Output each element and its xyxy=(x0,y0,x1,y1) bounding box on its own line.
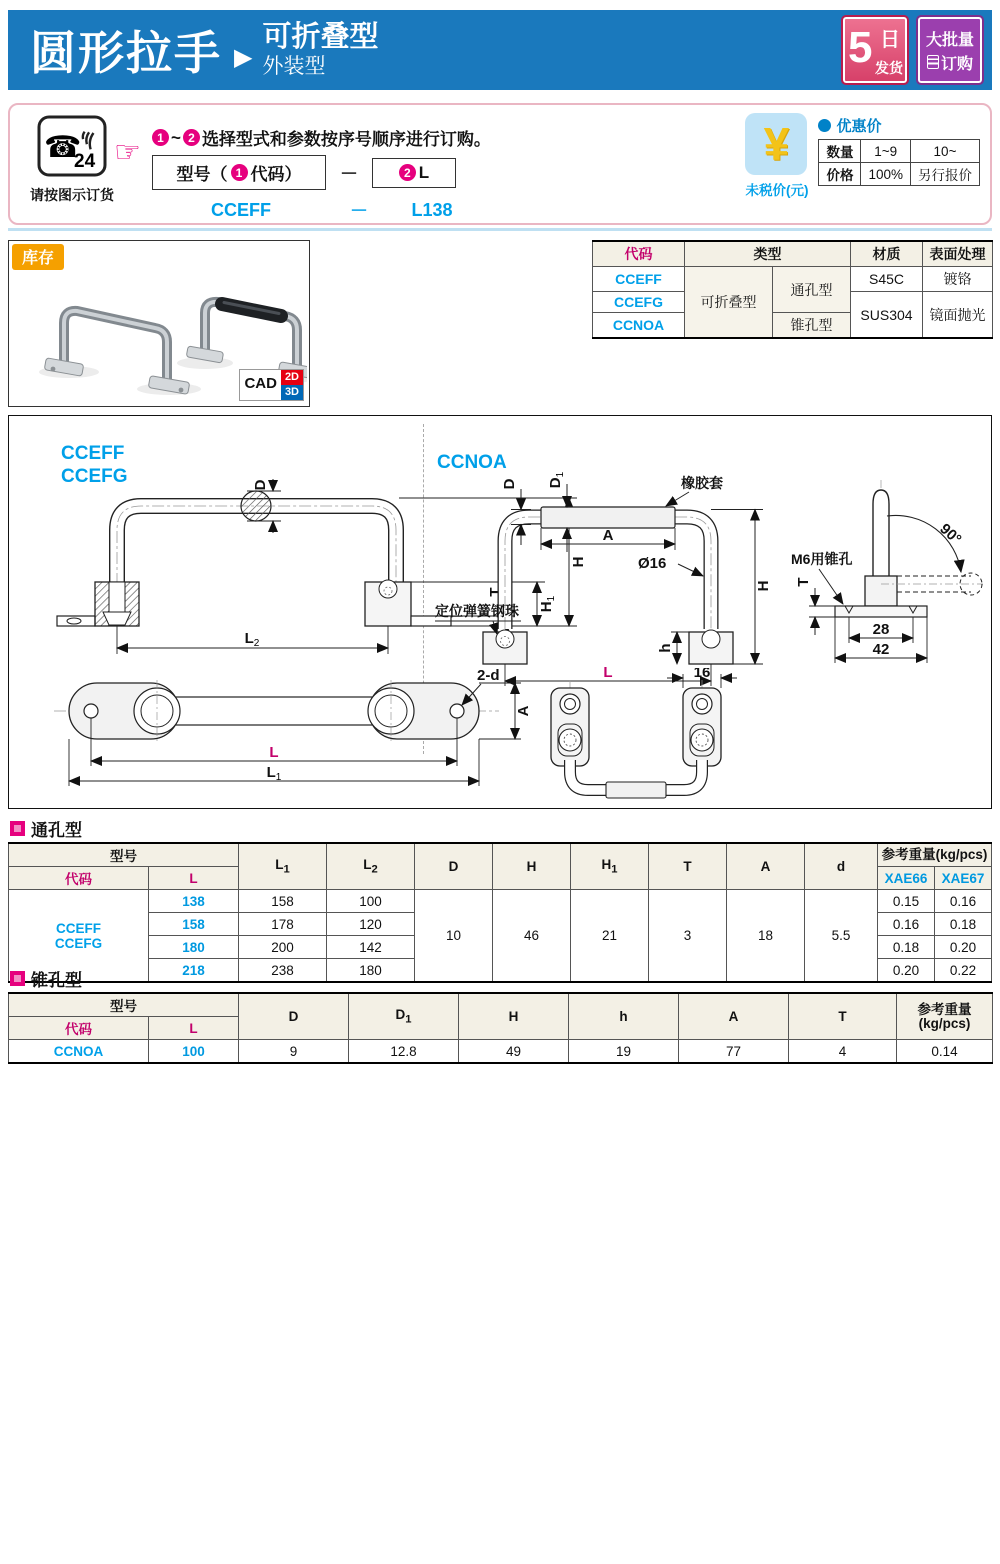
t1-header-weight: 参考重量(kg/pcs) xyxy=(878,843,992,867)
format-box-length xyxy=(372,158,456,188)
t1-L-1: 158 xyxy=(149,913,239,936)
dim-28: 28 xyxy=(872,621,890,638)
dim-42: 42 xyxy=(872,641,890,658)
spec-taper-type: 锥孔型 xyxy=(773,313,851,339)
t2-header-D: D xyxy=(239,993,349,1040)
handle-plain xyxy=(44,311,189,394)
cad-badge[interactable] xyxy=(239,369,304,401)
phone-caption: 请按图示订货 xyxy=(30,187,114,203)
format-L: L xyxy=(418,162,430,182)
t1-L2-2: 142 xyxy=(327,936,415,959)
spec-material-sus304: SUS304 xyxy=(851,292,923,339)
tilde: ~ xyxy=(171,127,181,147)
t1-header-L2: $L_2$ xyxy=(327,843,415,890)
price-icon-block xyxy=(745,113,808,199)
cad-2d[interactable]: 2D xyxy=(281,370,303,385)
t1-L2-1: 120 xyxy=(327,913,415,936)
instruction-text: 选择型式和参数按序号顺序进行订购。 xyxy=(201,130,491,149)
label-spring-ball: 定位弹簧钢珠 xyxy=(435,603,519,619)
t1-L2-0: 100 xyxy=(327,890,415,913)
t1-T: 3 xyxy=(649,890,727,983)
t1-L-0: 138 xyxy=(149,890,239,913)
model-cceff: CCEFF xyxy=(61,443,125,464)
tax-note: 未税价(元) xyxy=(745,183,809,198)
dim-D1: D1 xyxy=(547,471,566,489)
badge-ship-label: 发货 xyxy=(875,60,903,76)
drawing-model-right: CCNOA xyxy=(437,452,507,473)
dim-H1: H1 xyxy=(538,595,557,613)
badge-5-number: 5 xyxy=(848,23,873,72)
section-divider xyxy=(8,228,992,231)
ordering-panel xyxy=(8,103,992,225)
phone-24h-icon xyxy=(37,115,107,177)
t1-header-A: A xyxy=(727,843,805,890)
format-pre: 型号（ xyxy=(176,165,228,184)
subtitle-type: 可折叠型 xyxy=(262,20,379,53)
t1-d: 5.5 xyxy=(805,890,878,983)
subtitle-mount: 外装型 xyxy=(262,55,326,79)
dim-T-ccnoa: T xyxy=(795,577,812,587)
label-m6-taper-hole: M6用锥孔 xyxy=(791,551,853,567)
cad-3d[interactable]: 3D xyxy=(281,385,303,400)
spec-header-finish: 表面处理 xyxy=(923,241,993,267)
example-code: L138 xyxy=(411,199,453,220)
t1-D: 10 xyxy=(415,890,493,983)
taper-hole-table-wrap xyxy=(8,992,992,1064)
pointing-finger-icon: ☞ xyxy=(114,136,141,169)
discount-title-row xyxy=(818,115,980,136)
dim-L2: L2 xyxy=(244,630,260,649)
t2-header-weight: 参考重量 (kg/pcs) xyxy=(897,993,993,1040)
phone-order-block xyxy=(26,115,118,205)
spec-table-wrap xyxy=(592,240,992,339)
section-through-hole xyxy=(10,816,82,841)
t2-w: 0.14 xyxy=(897,1040,993,1064)
price-2: 另行报价 xyxy=(911,163,980,186)
dim-D-ccnoa: D xyxy=(501,478,518,490)
t1-H: 46 xyxy=(493,890,571,983)
t1-header-L1: $L_1$ xyxy=(239,843,327,890)
dim-L: L xyxy=(269,744,279,761)
format-post: 代码） xyxy=(250,165,302,184)
format-box-model xyxy=(152,155,326,190)
t1-w67-2: 0.20 xyxy=(935,936,992,959)
t2-header-H: H xyxy=(459,993,569,1040)
dim-H: H xyxy=(570,556,587,568)
t1-header-xae66: XAE66 xyxy=(878,867,935,890)
t1-codes: CCEFF CCEFG xyxy=(9,890,149,983)
t2-H: 49 xyxy=(459,1040,569,1064)
spec-code-ccnoa: CCNOA xyxy=(593,313,685,339)
page-subtitle xyxy=(262,22,378,79)
t2-D: 9 xyxy=(239,1040,349,1064)
badge-day-char: 日 xyxy=(880,29,900,51)
t2-A: 77 xyxy=(679,1040,789,1064)
folded-view-ccnoa xyxy=(521,668,751,806)
t1-L2-3: 180 xyxy=(327,959,415,983)
arrow-right-icon: ▶ xyxy=(234,43,253,71)
t1-w67-3: 0.22 xyxy=(935,959,992,983)
order-example-row xyxy=(152,197,476,223)
header-badges xyxy=(841,15,984,85)
price-header: 价格 xyxy=(819,163,861,186)
t1-w66-2: 0.18 xyxy=(878,936,935,959)
page-header xyxy=(8,10,992,90)
t2-code: CCNOA xyxy=(9,1040,149,1064)
spec-finish-mirror: 镜面抛光 xyxy=(923,292,993,339)
t2-T: 4 xyxy=(789,1040,897,1064)
section1-title: 通孔型 xyxy=(31,821,82,840)
t2-D1: 12.8 xyxy=(349,1040,459,1064)
cad-label[interactable]: CAD xyxy=(244,375,277,392)
label-rubber-sleeve: 橡胶套 xyxy=(681,475,723,491)
dim-2d: 2-d xyxy=(477,667,500,684)
badge-bulk-line2 xyxy=(927,51,973,74)
dim-H-ccnoa: H xyxy=(755,580,772,592)
t2-L: 100 xyxy=(149,1040,239,1064)
example-dash: － xyxy=(350,201,368,221)
t2-header-T: T xyxy=(789,993,897,1040)
badge-bulk-order xyxy=(916,15,984,85)
t2-header-h: h xyxy=(569,993,679,1040)
format-step2-badge: 2 xyxy=(399,164,416,181)
step1-badge: 1 xyxy=(152,129,169,146)
t1-header-H: H xyxy=(493,843,571,890)
example-model: CCEFF xyxy=(211,199,271,220)
t1-header-code: 代码 xyxy=(9,867,149,890)
dim-L1: L1 xyxy=(266,764,282,783)
dim-T: T xyxy=(487,587,504,597)
badge-5day-shipping xyxy=(841,15,909,85)
format-dash: － xyxy=(340,163,358,184)
t1-w67-1: 0.18 xyxy=(935,913,992,936)
spec-header-code: 代码 xyxy=(593,241,685,267)
t1-L1-3: 238 xyxy=(239,959,327,983)
dim-A: A xyxy=(515,705,532,717)
spec-through-type: 通孔型 xyxy=(773,267,851,313)
dim-D: D xyxy=(252,479,269,491)
t1-w66-1: 0.16 xyxy=(878,913,935,936)
t1-L1-2: 200 xyxy=(239,936,327,959)
spec-fold-type: 可折叠型 xyxy=(685,267,773,339)
t1-header-d: d xyxy=(805,843,878,890)
clipboard-icon xyxy=(927,55,939,69)
spec-code-ccefg: CCEFG xyxy=(593,292,685,313)
spec-table xyxy=(592,240,993,339)
dim-dia16: Ø16 xyxy=(638,555,667,572)
t1-A: 18 xyxy=(727,890,805,983)
t2-h: 19 xyxy=(569,1040,679,1064)
qty-range-2: 10~ xyxy=(911,140,980,163)
phone-24-label: 24 xyxy=(74,151,96,172)
t2-header-model: 型号 xyxy=(9,993,239,1017)
price-info xyxy=(745,113,980,199)
dim-A-ccnoa: A xyxy=(602,527,614,544)
dim-L-ccnoa: L xyxy=(603,664,613,681)
t1-header-model: 型号 xyxy=(9,843,239,867)
t1-header-D: D xyxy=(415,843,493,890)
t2-header-L: L xyxy=(149,1017,239,1040)
t1-L-2: 180 xyxy=(149,936,239,959)
discount-title: 优惠价 xyxy=(836,118,882,135)
section-icon-2 xyxy=(10,971,25,986)
section-icon xyxy=(10,821,25,836)
t2-header-code: 代码 xyxy=(9,1017,149,1040)
through-hole-table-wrap xyxy=(8,842,992,983)
stock-badge: 库存 xyxy=(12,244,64,270)
t1-L-3: 218 xyxy=(149,959,239,983)
yen-icon: ¥ xyxy=(745,113,807,175)
page-title: 圆形拉手 xyxy=(30,27,222,79)
model-ccefg: CCEFG xyxy=(61,466,128,487)
qty-header: 数量 xyxy=(819,140,861,163)
t2-header-D1: $D_1$ xyxy=(349,993,459,1040)
price-1: 100% xyxy=(861,163,911,186)
spec-material-s45c: S45C xyxy=(851,267,923,292)
side-view-ccnoa xyxy=(791,466,996,690)
dim-16: 16 xyxy=(693,668,711,681)
discount-table xyxy=(818,139,980,186)
discount-block xyxy=(818,113,980,199)
spec-header-material: 材质 xyxy=(851,241,923,267)
t1-H1: 21 xyxy=(571,890,649,983)
t2-header-A: A xyxy=(679,993,789,1040)
spec-finish-chrome: 镀铬 xyxy=(923,267,993,292)
t1-header-T: T xyxy=(649,843,727,890)
bullet-icon xyxy=(818,119,831,132)
t1-w66-0: 0.15 xyxy=(878,890,935,913)
t1-w66-3: 0.20 xyxy=(878,959,935,983)
step2-badge: 2 xyxy=(183,129,200,146)
product-photo-box xyxy=(8,240,310,407)
t1-w67-0: 0.16 xyxy=(935,890,992,913)
t1-header-H1: $H_1$ xyxy=(571,843,649,890)
phone-glyph: ☎ xyxy=(44,131,82,164)
spec-code-cceff: CCEFF xyxy=(593,267,685,292)
t1-header-xae67: XAE67 xyxy=(935,867,992,890)
front-view-ccnoa xyxy=(433,464,783,690)
section-taper-hole xyxy=(10,966,82,991)
dim-angle-90: 90° xyxy=(936,520,965,549)
order-format-row xyxy=(152,155,456,190)
t1-L1-1: 178 xyxy=(239,913,327,936)
badge-bulk-line1: 大批量 xyxy=(925,31,974,49)
qty-range-1: 1~9 xyxy=(861,140,911,163)
section2-title: 锥孔型 xyxy=(31,971,82,990)
badge-bulk-line2-text: 订购 xyxy=(940,55,973,73)
through-hole-table xyxy=(8,842,992,983)
spec-header-type: 类型 xyxy=(685,241,851,267)
cad-2d3d[interactable] xyxy=(281,370,303,400)
technical-drawings xyxy=(8,415,992,809)
format-step1-badge: 1 xyxy=(231,164,248,181)
t1-header-L: L xyxy=(149,867,239,890)
ordering-instruction xyxy=(152,125,491,150)
t1-L1-0: 158 xyxy=(239,890,327,913)
dim-h-ccnoa: h xyxy=(657,643,674,653)
taper-hole-table xyxy=(8,992,993,1064)
